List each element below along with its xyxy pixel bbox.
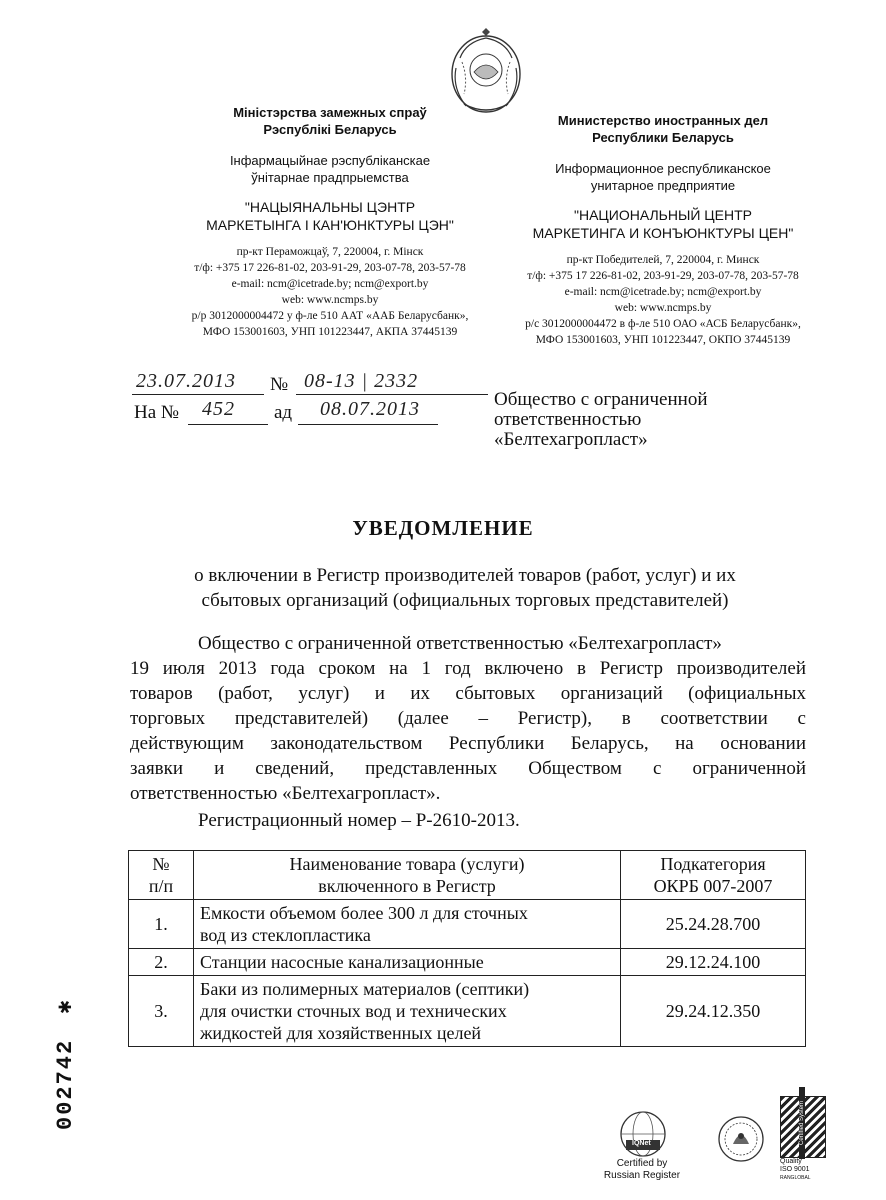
recipient <box>494 390 708 450</box>
recipient-line-1: Общество с ограниченной <box>494 389 708 410</box>
quality-system-logo <box>780 1096 824 1192</box>
row-1-name: Емкости объемом более 300 л для сточных вод из стеклопластика <box>194 900 621 949</box>
row-3-code: 29.24.12.350 <box>621 976 806 1047</box>
row-3-num: 3. <box>129 976 194 1047</box>
table-row <box>129 949 806 976</box>
recipient-line-3: «Белтехагропласт» <box>494 429 648 450</box>
center-name-ru-2: МАРКЕТИНГА И КОНЪЮНКТУРЫ ЦЕН" <box>532 225 794 241</box>
document-subtitle <box>100 563 830 613</box>
outgoing-date: 23.07.2013 <box>136 370 236 392</box>
contact-ru-account: р/с 3012000004472 в ф-ле 510 ОАО «АСБ Беларусбанк», <box>525 318 801 330</box>
enterprise-type-ru-1: Информационное республиканское <box>555 161 771 176</box>
contact-ru-codes: МФО 153001603, УНП 101223447, ОКПО 37445139 <box>535 334 791 346</box>
certified-by-caption: Certified by Russian Register <box>603 1158 681 1181</box>
center-name-by-1: "НАЦЫЯНАЛЬНЫ ЦЭНТР <box>244 199 416 215</box>
certified-system-label: Certified System <box>799 1087 805 1159</box>
table-header-row <box>129 851 806 900</box>
quality-caption: Quality ISO 9001 RANGLOBAL <box>780 1158 811 1181</box>
asterisk-icon: ✱ <box>53 998 78 1014</box>
document-title: УВЕДОМЛЕНИЕ <box>352 516 534 540</box>
body-line-7: ответственностью «Белтехагропласт». <box>130 783 441 804</box>
outgoing-number-label: № <box>270 374 289 395</box>
body-line-5: действующим законодательством Республики Беларусь, на основании <box>130 733 806 754</box>
center-name-ru-1: "НАЦИОНАЛЬНЫЙ ЦЕНТР <box>573 207 752 223</box>
register-table <box>128 850 806 1047</box>
table-header-code: Подкатегория ОКРБ 007-2007 <box>621 851 806 900</box>
contact-by-account: р/р 3012000004472 у ф-ле 510 ААТ «ААБ Беларусбанк», <box>191 310 469 322</box>
enterprise-type-ru-2: унитарное предприятие <box>590 178 736 193</box>
reply-date: 08.07.2013 <box>320 398 420 420</box>
ministry-name-by-1: Міністэрства замежных спраў <box>233 105 427 120</box>
center-name-by-2: МАРКЕТЫНГА І КАН'ЮНКТУРЫ ЦЭН" <box>206 217 454 233</box>
body-paragraph <box>130 631 806 806</box>
reference-block <box>132 368 492 428</box>
iqnet-globe-icon <box>612 1110 674 1160</box>
ministry-name-ru-2: Республики Беларусь <box>592 130 734 145</box>
reply-number: 452 <box>202 398 235 420</box>
contact-by-address: пр-кт Пераможцаў, 7, 220004, г. Мінск <box>236 246 424 258</box>
serial-number <box>52 998 78 1130</box>
enterprise-type-by-1: Інфармацыйнае рэспубліканскае <box>229 153 431 168</box>
contact-ru-address: пр-кт Победителей, 7, 220004, г. Минск <box>566 254 760 266</box>
row-1-num: 1. <box>129 900 194 949</box>
row-2-name: Станции насосные канализационные <box>194 949 621 976</box>
contact-ru-web: web: www.ncmps.by <box>614 302 712 314</box>
subtitle-line-1: о включении в Регистр производителей товаров (работ, услуг) и их <box>194 565 736 586</box>
contact-by-web: web: www.ncmps.by <box>281 294 379 306</box>
iqnet-label: IQNet <box>632 1140 651 1147</box>
table-row <box>129 976 806 1047</box>
body-line-4: торговых представителей) (далее – Регистр), в соответствии с <box>130 708 806 729</box>
header-left <box>150 104 510 340</box>
registration-number: Регистрационный номер – Р-2610-2013. <box>198 810 520 831</box>
state-emblem-icon <box>446 28 526 116</box>
ministry-name-by-2: Рэспублікі Беларусь <box>263 122 397 137</box>
table-header-num: № п/п <box>129 851 194 900</box>
reply-date-label: ад <box>274 402 293 423</box>
row-3-name: Баки из полимерных материалов (септики) для очистки сточных вод и технических жидкостей для хозяйственных целей <box>194 976 621 1047</box>
contact-by-phone: т/ф: +375 17 226-81-02, 203-91-29, 203-07-78, 203-57-78 <box>194 262 466 274</box>
header-right <box>478 112 848 348</box>
body-line-2: 19 июля 2013 года сроком на 1 год включено в Регистр производителей <box>130 658 806 679</box>
table-header-name: Наименование товара (услуги) включенного в Регистр <box>194 851 621 900</box>
subtitle-line-2: сбытовых организаций (официальных торговых представителей) <box>201 590 729 611</box>
recipient-line-2: ответственностью <box>494 409 642 430</box>
reply-number-label: На № <box>134 402 180 423</box>
russian-register-seal-icon <box>716 1114 766 1164</box>
row-2-num: 2. <box>129 949 194 976</box>
contact-ru-email: e-mail: ncm@icetrade.by; ncm@export.by <box>564 286 762 298</box>
iqnet-logo <box>612 1110 674 1160</box>
serial-number-text: 002742 <box>53 1038 78 1130</box>
outgoing-number: 08-13 | 2332 <box>304 370 419 392</box>
contact-by-codes: МФО 153001603, УНП 101223447, АКПА 37445139 <box>202 326 458 338</box>
body-line-6: заявки и сведений, представленных Обществом с ограниченной <box>130 758 806 779</box>
row-2-code: 29.12.24.100 <box>621 949 806 976</box>
contact-by-email: e-mail: ncm@icetrade.by; ncm@export.by <box>231 278 429 290</box>
ministry-name-ru-1: Министерство иностранных дел <box>557 113 769 128</box>
body-line-1: Общество с ограниченной ответственностью «Белтехагропласт» <box>198 633 722 654</box>
contact-ru-phone: т/ф: +375 17 226-81-02, 203-91-29, 203-07-78, 203-57-78 <box>527 270 799 282</box>
enterprise-type-by-2: ўнітарнае прадпрыемства <box>251 170 409 185</box>
body-line-3: товаров (работ, услуг) и их сбытовых организаций (официальных <box>130 683 806 704</box>
table-row <box>129 900 806 949</box>
row-1-code: 25.24.28.700 <box>621 900 806 949</box>
